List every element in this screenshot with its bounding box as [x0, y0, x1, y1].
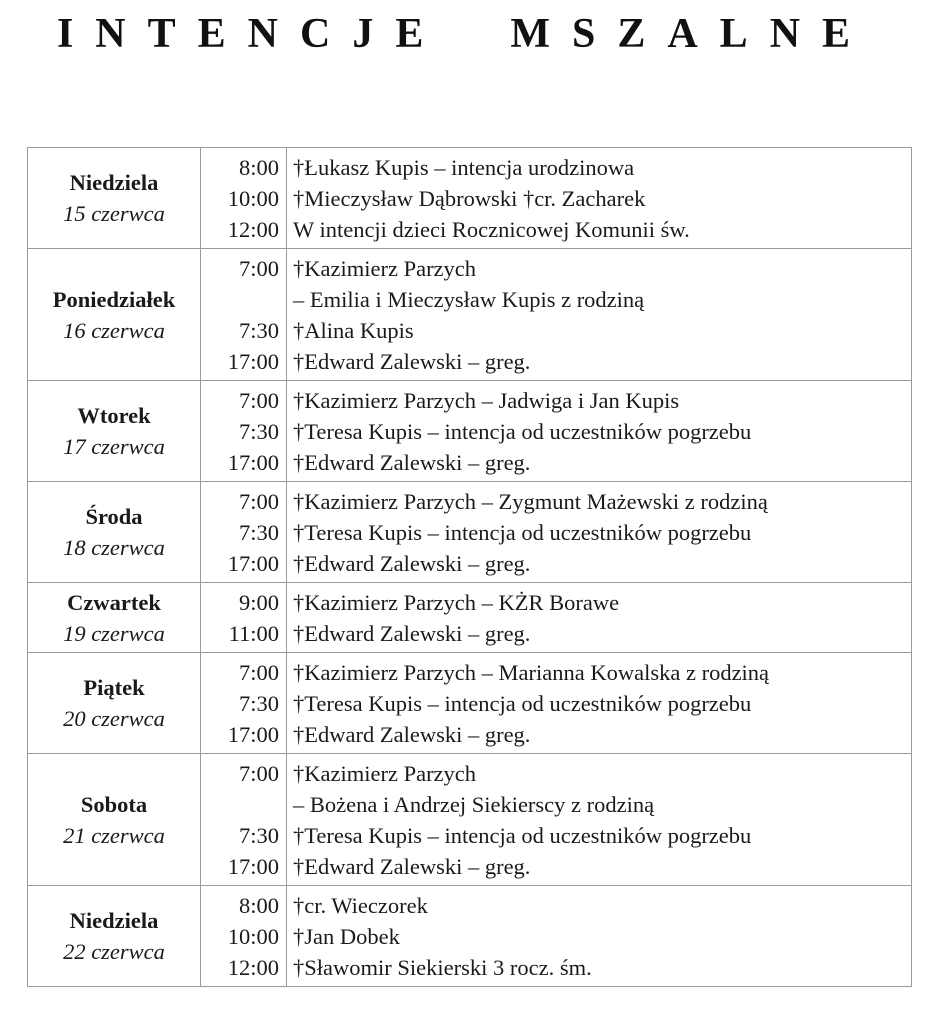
time-cell — [201, 249, 287, 381]
day-cell — [28, 249, 201, 381]
mass-intention: †Sławomir Siekierski 3 rocz. śm. — [293, 955, 592, 980]
mass-time: 11:00 — [228, 621, 279, 646]
intention-list — [293, 148, 911, 248]
mass-time: 7:00 — [238, 256, 279, 281]
time-list — [201, 249, 279, 380]
mass-intention: – Bożena i Andrzej Siekierscy z rodziną — [293, 792, 655, 817]
table-row — [28, 482, 912, 583]
mass-time: 7:30 — [238, 823, 279, 848]
intention-list — [293, 653, 911, 753]
time-cell — [201, 653, 287, 754]
intention-cell — [287, 886, 912, 987]
mass-intention: †Kazimierz Parzych – Jadwiga i Jan Kupis — [293, 388, 680, 413]
mass-intention: †Kazimierz Parzych – KŻR Borawe — [293, 590, 620, 615]
table-row — [28, 381, 912, 482]
day-cell — [28, 148, 201, 249]
time-list — [201, 886, 279, 986]
day-cell — [28, 482, 201, 583]
mass-intention: †Jan Dobek — [293, 924, 400, 949]
mass-time: 7:00 — [238, 761, 279, 786]
day-cell — [28, 583, 201, 653]
day-cell — [28, 886, 201, 987]
mass-time: 7:30 — [238, 520, 279, 545]
mass-time: 7:00 — [238, 660, 279, 685]
intention-cell — [287, 482, 912, 583]
day-date: 18 czerwca — [63, 535, 165, 560]
day-date: 17 czerwca — [63, 434, 165, 459]
intention-cell — [287, 148, 912, 249]
mass-intention: †Alina Kupis — [293, 318, 414, 343]
mass-intention: †Teresa Kupis – intencja od uczestników pogrzebu — [293, 520, 752, 545]
mass-intention: †Teresa Kupis – intencja od uczestników pogrzebu — [293, 823, 752, 848]
time-cell — [201, 886, 287, 987]
mass-intention: †Teresa Kupis – intencja od uczestników pogrzebu — [293, 691, 752, 716]
day-name: Piątek — [83, 675, 145, 700]
mass-intention: †cr. Wieczorek — [293, 893, 428, 918]
mass-time: 8:00 — [238, 155, 279, 180]
mass-time: 17:00 — [227, 551, 279, 576]
day-name: Niedziela — [69, 908, 159, 933]
day-date: 22 czerwca — [63, 939, 165, 964]
intention-list — [293, 886, 911, 986]
mass-time: 17:00 — [227, 349, 279, 374]
time-list — [201, 482, 279, 582]
day-cell — [28, 754, 201, 886]
day-name: Wtorek — [77, 403, 151, 428]
mass-time: 7:00 — [238, 388, 279, 413]
table-row — [28, 249, 912, 381]
intention-cell — [287, 249, 912, 381]
time-list — [201, 754, 279, 885]
mass-intention: †Teresa Kupis – intencja od uczestników pogrzebu — [293, 419, 752, 444]
mass-time: 8:00 — [238, 893, 279, 918]
day-name: Poniedziałek — [52, 286, 176, 312]
intention-cell — [287, 381, 912, 482]
mass-intention: †Kazimierz Parzych — [293, 256, 477, 281]
mass-intention: †Kazimierz Parzych – Marianna Kowalska z rodziną — [293, 660, 770, 685]
table-row — [28, 754, 912, 886]
page-title: INTENCJE MSZALNE — [56, 11, 873, 57]
mass-time: 7:30 — [238, 691, 279, 716]
mass-time: 10:00 — [227, 924, 279, 949]
mass-time: 10:00 — [227, 186, 279, 211]
intention-list — [293, 381, 911, 481]
mass-time: 9:00 — [238, 590, 279, 615]
time-cell — [201, 754, 287, 886]
mass-time: 7:30 — [238, 419, 279, 444]
mass-intention: †Edward Zalewski – greg. — [293, 349, 531, 374]
time-list — [201, 583, 279, 652]
intention-cell — [287, 754, 912, 886]
intention-list — [293, 583, 911, 652]
mass-intention: †Łukasz Kupis – intencja urodzinowa — [293, 155, 635, 180]
mass-intention: †Mieczysław Dąbrowski †cr. Zacharek — [293, 186, 646, 211]
time-list — [201, 653, 279, 753]
mass-time: 12:00 — [227, 955, 279, 980]
mass-time: 17:00 — [227, 450, 279, 475]
table-row — [28, 583, 912, 653]
day-cell — [28, 653, 201, 754]
intention-list — [293, 249, 911, 380]
time-cell — [201, 381, 287, 482]
time-list — [201, 381, 279, 481]
mass-intention: †Edward Zalewski – greg. — [293, 450, 531, 475]
time-cell — [201, 583, 287, 653]
mass-intention: †Kazimierz Parzych – Zygmunt Mażewski z rodziną — [293, 489, 768, 514]
table-row — [28, 886, 912, 987]
mass-intention: †Kazimierz Parzych — [293, 761, 477, 786]
day-name: Środa — [85, 504, 143, 529]
mass-intention: – Emilia i Mieczysław Kupis z rodziną — [293, 287, 645, 312]
day-date: 15 czerwca — [63, 201, 165, 226]
day-date: 21 czerwca — [63, 822, 165, 848]
table-row — [28, 148, 912, 249]
time-list — [201, 148, 279, 248]
intention-list — [293, 754, 911, 885]
mass-time — [201, 284, 279, 315]
mass-time: 7:00 — [238, 489, 279, 514]
day-date: 16 czerwca — [63, 317, 165, 343]
mass-intention: W intencji dzieci Rocznicowej Komunii św. — [293, 217, 690, 242]
table-row — [28, 653, 912, 754]
mass-time: 17:00 — [227, 722, 279, 747]
day-date: 20 czerwca — [63, 706, 165, 731]
time-cell — [201, 482, 287, 583]
intention-cell — [287, 653, 912, 754]
intention-list — [293, 482, 911, 582]
mass-intention: †Edward Zalewski – greg. — [293, 854, 531, 879]
time-cell — [201, 148, 287, 249]
table-body — [28, 148, 912, 987]
mass-time: 17:00 — [227, 854, 279, 879]
mass-time: 7:30 — [238, 318, 279, 343]
intention-cell — [287, 583, 912, 653]
mass-intention: †Edward Zalewski – greg. — [293, 722, 531, 747]
day-date: 19 czerwca — [63, 620, 165, 646]
day-name: Niedziela — [69, 170, 159, 195]
day-name: Sobota — [80, 791, 148, 817]
mass-time — [201, 789, 279, 820]
mass-time: 12:00 — [227, 217, 279, 242]
day-cell — [28, 381, 201, 482]
mass-intention: †Edward Zalewski – greg. — [293, 621, 531, 646]
mass-intentions-table — [27, 147, 912, 987]
day-name: Czwartek — [67, 589, 161, 615]
mass-intention: †Edward Zalewski – greg. — [293, 551, 531, 576]
